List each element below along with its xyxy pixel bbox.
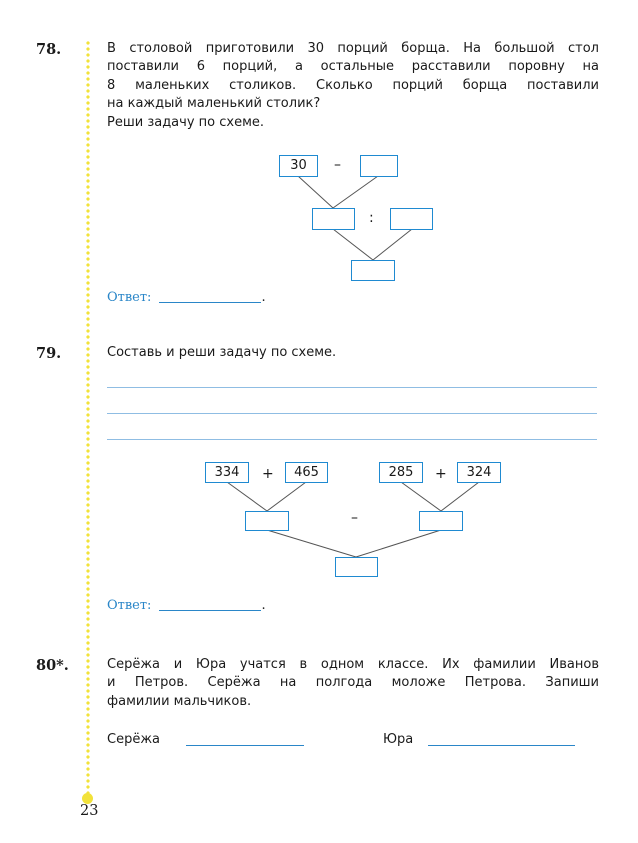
scheme-78-divide: : bbox=[369, 210, 374, 226]
scheme-79-plus-2: + bbox=[435, 466, 447, 482]
scheme-79-box-result[interactable] bbox=[335, 557, 378, 577]
writing-line-3[interactable] bbox=[107, 439, 597, 440]
task-78-line-4: на каждый маленький столик? bbox=[107, 96, 321, 112]
answer-period: . bbox=[261, 290, 266, 305]
answer-line[interactable] bbox=[159, 610, 261, 611]
scheme-78-box-4[interactable] bbox=[390, 208, 433, 230]
scheme-78-box-3[interactable] bbox=[312, 208, 355, 230]
label-seryozha: Серёжа bbox=[107, 732, 161, 747]
task-79-number: 79. bbox=[36, 345, 62, 362]
seryozha-answer-line[interactable] bbox=[186, 745, 304, 746]
scheme-79-box-sum-2[interactable] bbox=[419, 511, 463, 531]
answer-label: Ответ: bbox=[107, 598, 152, 613]
writing-line-1[interactable] bbox=[107, 387, 597, 388]
task-78-line-3: 8 маленьких столиков. Сколько порций борща поставили bbox=[107, 77, 599, 93]
task-80-line-3: фамилии мальчиков. bbox=[107, 693, 252, 709]
scheme-78-box-2[interactable] bbox=[360, 155, 398, 177]
task-79-instruction: Составь и реши задачу по схеме. bbox=[107, 345, 337, 360]
scheme-78-box-result[interactable] bbox=[351, 260, 395, 281]
scheme-79-box-285: 285 bbox=[379, 462, 423, 483]
task-80-text bbox=[107, 656, 599, 711]
task-80-line-2: и Петров. Серёжа на полгода моложе Петрова. Запиши bbox=[107, 675, 599, 691]
scheme-79-box-334: 334 bbox=[205, 462, 249, 483]
task-78-instruction: Реши задачу по схеме. bbox=[107, 114, 265, 130]
task-78-number: 78. bbox=[36, 41, 62, 58]
scheme-78-box-30: 30 bbox=[279, 155, 318, 177]
label-yura: Юра bbox=[383, 732, 414, 747]
task-79-answer bbox=[107, 598, 266, 613]
task-80-line-1: Серёжа и Юра учатся в одном классе. Их фамилии Иванов bbox=[107, 657, 599, 672]
writing-line-2[interactable] bbox=[107, 413, 597, 414]
scheme-79-minus: – bbox=[351, 510, 358, 526]
answer-label: Ответ: bbox=[107, 290, 152, 305]
yura-answer-line[interactable] bbox=[428, 745, 575, 746]
task-78-line-2: поставили 6 порций, а остальные расставили поровну на bbox=[107, 59, 599, 75]
answer-line[interactable] bbox=[159, 302, 261, 303]
answer-period: . bbox=[261, 598, 266, 613]
page-number: 23 bbox=[80, 803, 99, 819]
task-80-number: 80*. bbox=[36, 657, 69, 674]
scheme-79-box-465: 465 bbox=[285, 462, 328, 483]
task-78-answer bbox=[107, 290, 266, 305]
scheme-79-box-324: 324 bbox=[457, 462, 501, 483]
scheme-78-minus: – bbox=[334, 157, 341, 173]
scheme-79-plus-1: + bbox=[262, 466, 274, 482]
task-78-line-1: В столовой приготовили 30 порций борща. На большой стол bbox=[107, 41, 599, 56]
scheme-79-box-sum-1[interactable] bbox=[245, 511, 289, 531]
